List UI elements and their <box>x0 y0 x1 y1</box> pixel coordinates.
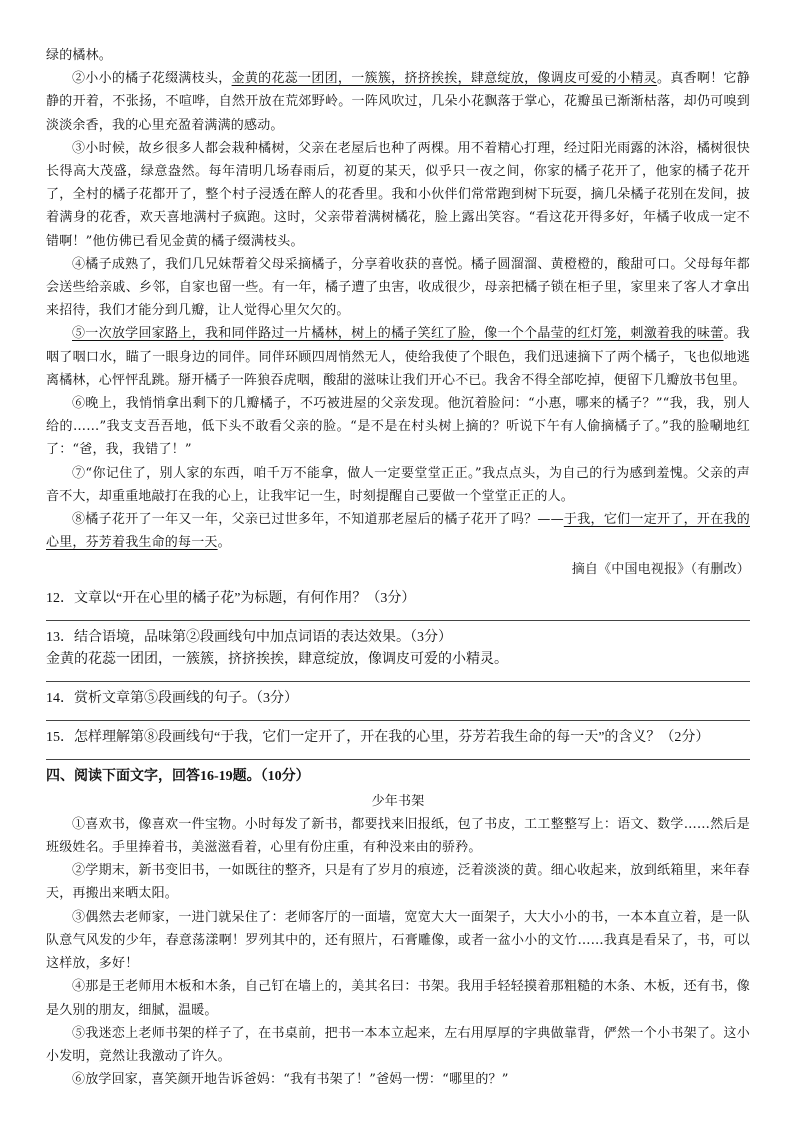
passage-paragraph-3: ③小时候，故乡很多人都会栽种橘树，父亲在老屋后也种了两棵。用不着精心打理，经过阳光雨露的沐浴，橘树很快长得高大茂盛，绿意盎然。每年清明几场春雨后，初夏的某天，似乎只一夜之间，你家的橘子花开了，他家的橘子花开了，全村的橘子花都开了，整个村子浸透在醉人的花香里。我和小伙伴们常常跑到树下玩耍，摘几朵橘子花别在发间，披着满身的花香，欢天喜地满村子疯跑。这时，父亲带着满树橘花，脸上露出笑容。“看这花开得多好，年橘子收成一定不错啊！”他仿佛已看见金黄的橘子缀满枝头。 <box>46 140 750 249</box>
questions-block <box>46 588 750 788</box>
passage-two-paragraph-4: ④那是王老师用木板和木条，自己钉在墙上的，美其名曰：书架。我用手轻轻摸着那粗糙的木条、木板，还有书，像是久别的朋友，细腻，温暖。 <box>46 979 750 1018</box>
exam-page <box>46 44 750 1091</box>
question-15: 15．怎样理解第⑧段画线句“于我，它们一定开了，开在我的心里，芬芳若我生命的每一天”的含义？（2分） <box>46 729 710 745</box>
question-12: 12．文章以“开在心里的橘子花”为标题，有何作用？（3分） <box>46 590 416 606</box>
p2-post: 。真香啊！它静静的开着，不张扬，不喧哗，自然开放在荒郊野岭。一阵风吹过，几朵小花飘落于掌心，花瓣虽已渐渐枯落，却仍可嗅到淡淡余香，我的心里充盈着满满的感动。 <box>46 71 751 133</box>
p8-underlined-sentence: 于我，它们一定开了，开在我的心里，芬芳着我生命的每一天 <box>46 512 750 551</box>
passage-two <box>46 790 750 1092</box>
p8-post: 。 <box>217 535 231 551</box>
passage-paragraph-4: ④橘子成熟了，我们几兄妹帮着父母采摘橘子，分享着收获的喜悦。橘子圆溜溜、黄橙橙的，酸甜可口。父母每年都会送些给亲戚、乡邻，自家也留一些。有一年，橘子遭了虫害，收成很少，母亲把橘子锁在柜子里，家里来了客人才拿出来招待，我们才能分到几瓣，让人觉得心里欠欠的。 <box>46 256 750 319</box>
p8-pre: ⑧橘子花开了一年又一年，父亲已过世多年，不知道那老屋后的橘子花开了吗？—— <box>72 512 564 528</box>
section-four-heading: 四、阅读下面文字，回答16-19题。（10分） <box>46 768 310 784</box>
p2-pre: ②小小的橘子花缀满枝头， <box>72 71 232 87</box>
passage-one <box>46 44 750 582</box>
question-14: 14．赏析文章第⑤段画线的句子。（3分） <box>46 690 298 706</box>
passage-two-paragraph-5: ⑤我迷恋上老师书架的样子了，在书桌前，把书一本本立起来，左右用厚厚的字典做靠背，俨然一个小书架了。这小小发明，竟然让我激动了许久。 <box>46 1025 750 1064</box>
passage-paragraph-8 <box>46 508 750 554</box>
passage-paragraph-7: ⑦“你记住了，别人家的东西，咱千万不能拿，做人一定要堂堂正正。”我点点头，为自己的行为感到羞愧。父亲的声音不大，却重重地敲打在我的心上，让我牢记一生，时刻提醒自己要做一个堂堂正正的人。 <box>46 465 750 504</box>
passage-paragraph-5 <box>46 322 750 392</box>
p5-post: 。我咽了咽口水，瞄了一眼身边的同伴。同伴环顾四周悄然无人，使给我使了个眼色，我们迅速摘下了两个橘子，飞也似地逃离橘林，心怦怦乱跳。掰开橘子一阵狼吞虎咽，酸甜的滋味让我们开心不已。我舍不得全部吃掉，便留下几瓣放书包里。 <box>46 326 750 388</box>
answer-line-13[interactable] <box>46 671 750 682</box>
question-13: 13．结合语境，品味第②段画线句中加点词语的表达效果。（3分） <box>46 629 452 645</box>
passage-source: 摘自《中国电视报》（有删改） <box>571 562 750 578</box>
passage-paragraph-6: ⑥晚上，我悄悄拿出剩下的几瓣橘子，不巧被进屋的父亲发现。他沉着脸问：“小惠，哪来的橘子？”“我，我，别人给的……”我支支吾吾地，低下头不敢看父亲的脸。“是不是在村头树上摘的？听说下午有人偷摘橘子了。”我的脸唰地红了：“爸，我，我错了！” <box>46 396 750 458</box>
answer-line-12[interactable] <box>46 610 750 621</box>
passage-two-paragraph-1: ①喜欢书，像喜欢一件宝物。小时每发了新书，都要找来旧报纸，包了书皮，工工整整写上：语文、数学……然后是班级姓名。手里捧着书，美滋滋看着，心里有份庄重，有种没来由的骄矜。 <box>46 816 750 856</box>
passage-paragraph-2 <box>46 67 750 137</box>
passage-two-paragraph-2: ②学期末，新书变旧书，一如既往的整齐，只是有了岁月的痕迹，泛着淡淡的黄。细心收起来，放到纸箱里，来年春天，再搬出来晒太阳。 <box>46 863 750 902</box>
p2-underlined-sentence: 金黄的花蕊一团团，一簇簇，挤挤挨挨，肆意绽放，像调皮可爱的小精灵 <box>231 71 658 87</box>
passage-two-title: 少年书架 <box>371 793 425 809</box>
question-13-quote: 金黄的花蕊一团团，一簇簇，挤挤挨挨，肆意绽放，像调皮可爱的小精灵。 <box>46 651 508 667</box>
answer-line-15[interactable] <box>46 749 750 760</box>
passage-paragraph-1-tail: 绿的橘林。 <box>46 48 113 63</box>
answer-line-14[interactable] <box>46 710 750 721</box>
passage-two-paragraph-6: ⑥放学回家，喜笑颜开地告诉爸妈：“我有书架了！”爸妈一愣：“哪里的？” <box>72 1072 509 1088</box>
p5-underlined-sentence: ⑤一次放学回家路上，我和同伴路过一片橘林，树上的橘子笑红了脸，像一个个晶莹的红灯笼，刺激着我的味蕾 <box>72 326 724 342</box>
passage-two-paragraph-3: ③偶然去老师家，一进门就呆住了：老师客厅的一面墙，宽宽大大一面架子，大大小小的书，一本本直立着，是一队队意气风发的少年，春意荡漾啊！罗列其中的，还有照片，石膏雕像，或者一盆小小的文竹……我真是看呆了，书，可以这样放，多好！ <box>46 909 750 972</box>
